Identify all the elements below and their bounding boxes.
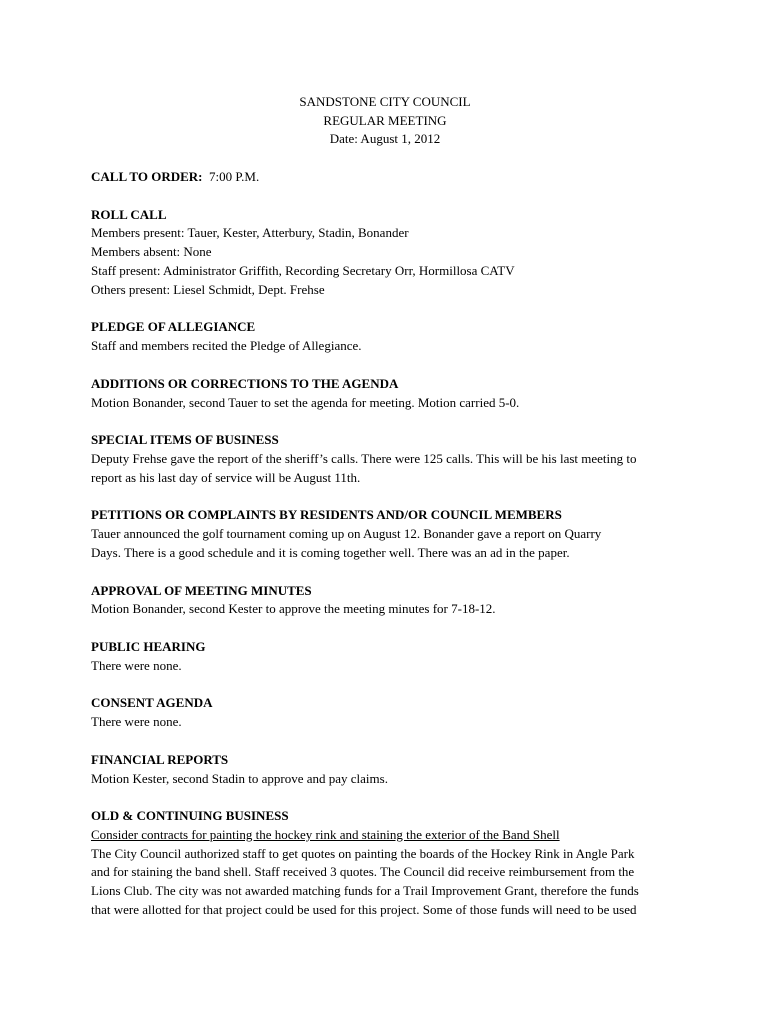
section-approval-minutes	[91, 582, 691, 620]
section-line: Others present: Liesel Schmidt, Dept. Frehse	[91, 281, 325, 297]
section-heading: PETITIONS OR COMPLAINTS BY RESIDENTS AND/OR COUNCIL MEMBERS	[91, 507, 562, 523]
section-line: Lions Club. The city was not awarded matching funds for a Trail Improvement Grant, therefore the funds	[91, 883, 639, 899]
call-to-order-time: 7:00 P.M.	[209, 169, 260, 184]
section-line: that were allotted for that project could be used for this project. Some of those funds will need to be used	[91, 902, 637, 918]
section-roll-call	[91, 206, 691, 300]
meeting-date: Date: August 1, 2012	[329, 131, 441, 146]
section-line: The City Council authorized staff to get quotes on painting the boards of the Hockey Rink in Angle Park	[91, 845, 635, 861]
minutes-body	[91, 168, 691, 939]
section-call-to-order: CALL TO ORDER: 7:00 P.M.	[91, 169, 260, 184]
section-special-items	[91, 431, 691, 487]
section-additions	[91, 375, 691, 413]
section-petitions	[91, 506, 691, 562]
section-heading: APPROVAL OF MEETING MINUTES	[91, 582, 312, 598]
section-line: There were none.	[91, 657, 182, 673]
section-heading: SPECIAL ITEMS OF BUSINESS	[91, 432, 279, 448]
section-public-hearing	[91, 638, 691, 676]
section-line: Staff present: Administrator Griffith, Recording Secretary Orr, Hormillosa CATV	[91, 262, 515, 278]
section-subheading: Consider contracts for painting the hockey rink and staining the exterior of the Band Shell	[91, 826, 560, 842]
section-heading: OLD & CONTINUING BUSINESS	[91, 808, 289, 824]
section-pledge	[91, 318, 691, 356]
section-line: Motion Bonander, second Tauer to set the agenda for meeting. Motion carried 5-0.	[91, 394, 520, 410]
section-line: Staff and members recited the Pledge of Allegiance.	[91, 338, 362, 354]
section-line: Days. There is a good schedule and it is coming together well. There was an ad in the paper.	[91, 544, 570, 560]
section-financial-reports	[91, 751, 691, 789]
section-heading: ADDITIONS OR CORRECTIONS TO THE AGENDA	[91, 375, 399, 391]
meeting-type: REGULAR MEETING	[323, 112, 447, 128]
section-line: Members absent: None	[91, 244, 212, 260]
section-old-business	[91, 807, 691, 920]
document-header	[0, 93, 770, 149]
section-line: Deputy Frehse gave the report of the sheriff’s calls. There were 125 calls. This will be his last meeting to	[91, 450, 637, 466]
section-line: report as his last day of service will be August 11th.	[91, 469, 361, 485]
section-heading: PUBLIC HEARING	[91, 638, 206, 654]
section-line: There were none.	[91, 714, 182, 730]
section-heading: FINANCIAL REPORTS	[91, 751, 229, 767]
section-heading: CONSENT AGENDA	[91, 695, 213, 711]
section-line: Motion Kester, second Stadin to approve and pay claims.	[91, 770, 388, 786]
section-heading: ROLL CALL	[91, 206, 167, 222]
section-heading: PLEDGE OF ALLEGIANCE	[91, 319, 256, 335]
section-line: Members present: Tauer, Kester, Atterbury, Stadin, Bonander	[91, 225, 409, 241]
call-to-order-label: CALL TO ORDER	[91, 169, 199, 184]
section-line: and for staining the band shell. Staff received 3 quotes. The Council did receive reimbursement from the	[91, 864, 635, 880]
section-consent-agenda	[91, 694, 691, 732]
section-line: Tauer announced the golf tournament coming up on August 12. Bonander gave a report on Quarry	[91, 526, 602, 542]
council-name: SANDSTONE CITY COUNCIL	[299, 94, 471, 109]
section-line: Motion Bonander, second Kester to approve the meeting minutes for 7-18-12.	[91, 601, 496, 617]
